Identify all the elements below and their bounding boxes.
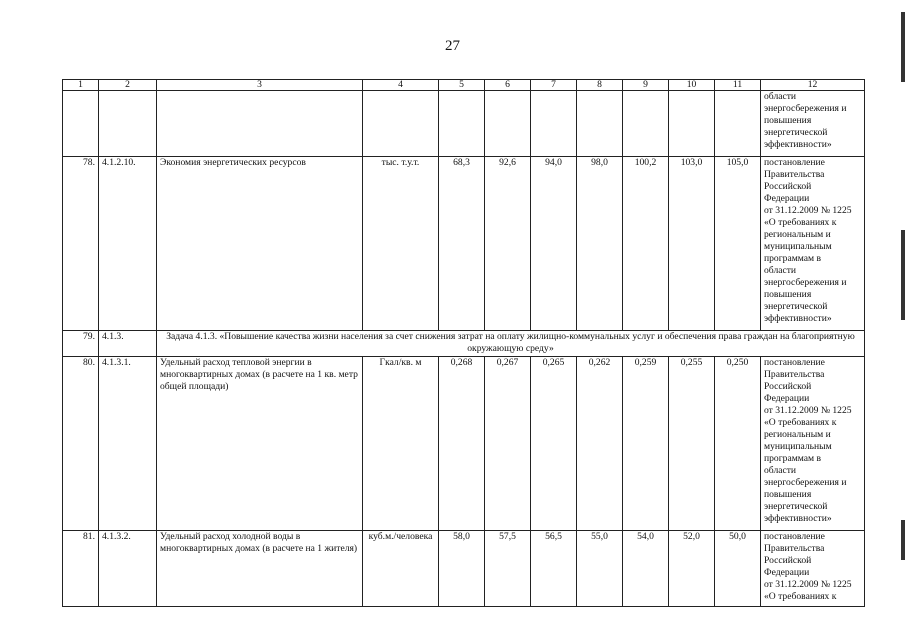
value-cell: 54,0: [623, 531, 669, 607]
row-number: 80.: [63, 357, 99, 531]
value-cell: 0,250: [715, 357, 761, 531]
indicators-table: [62, 79, 865, 607]
header-cell: 4: [363, 80, 439, 91]
value-cell: 56,5: [531, 531, 577, 607]
header-cell: 5: [439, 80, 485, 91]
value-cell: 100,2: [623, 157, 669, 331]
header-cell: 8: [577, 80, 623, 91]
value-cell: 52,0: [669, 531, 715, 607]
scan-edge-mark: [901, 520, 905, 560]
header-cell: 10: [669, 80, 715, 91]
page-number: 27: [445, 38, 460, 54]
value-cell: 103,0: [669, 157, 715, 331]
scan-edge-mark: [901, 12, 905, 82]
header-cell: 2: [99, 80, 157, 91]
indicator-code: 4.1.3.: [99, 331, 157, 357]
basis-cell: постановление Правительства Российской Федерации от 31.12.2009 № 1225 «О требованиях к региональным и муниципальным программам в области энергосбережения и повышения энергетической эффективности»: [761, 157, 865, 331]
value-cell: 68,3: [439, 157, 485, 331]
value-cell: 57,5: [485, 531, 531, 607]
table-row-80: [63, 357, 865, 531]
indicator-code: 4.1.3.1.: [99, 357, 157, 531]
header-cell: 11: [715, 80, 761, 91]
table-row-78: [63, 157, 865, 331]
header-row: [63, 80, 865, 91]
row-number: 78.: [63, 157, 99, 331]
header-cell: 6: [485, 80, 531, 91]
basis-cell: области энергосбережения и повышения энергетической эффективности»: [761, 91, 865, 157]
table-row-81: [63, 531, 865, 607]
basis-cell: постановление Правительства Российской Федерации от 31.12.2009 № 1225 «О требованиях к: [761, 531, 865, 607]
header-cell: 7: [531, 80, 577, 91]
value-cell: 0,267: [485, 357, 531, 531]
indicator-code: 4.1.3.2.: [99, 531, 157, 607]
value-cell: 0,259: [623, 357, 669, 531]
value-cell: 58,0: [439, 531, 485, 607]
table-row-79-task: [63, 331, 865, 357]
header-cell: 1: [63, 80, 99, 91]
unit-cell: куб.м./человека: [363, 531, 439, 607]
header-cell: 9: [623, 80, 669, 91]
value-cell: 105,0: [715, 157, 761, 331]
indicator-name: Удельный расход тепловой энергии в многоквартирных домах (в расчете на 1 кв. метр общей площади): [157, 357, 363, 531]
value-cell: 92,6: [485, 157, 531, 331]
value-cell: 0,262: [577, 357, 623, 531]
value-cell: 0,268: [439, 357, 485, 531]
indicator-name: Удельный расход холодной воды в многоквартирных домах (в расчете на 1 жителя): [157, 531, 363, 607]
task-heading: Задача 4.1.3. «Повышение качества жизни населения за счет снижения затрат на оплату жилищно-коммунальных услуг и обеспечения права граждан на благоприятную окружающую среду»: [157, 331, 865, 357]
value-cell: 0,265: [531, 357, 577, 531]
table-row-continuation: [63, 91, 865, 157]
row-number: 81.: [63, 531, 99, 607]
value-cell: 94,0: [531, 157, 577, 331]
header-cell: 12: [761, 80, 865, 91]
unit-cell: тыс. т.у.т.: [363, 157, 439, 331]
row-number: 79.: [63, 331, 99, 357]
value-cell: 98,0: [577, 157, 623, 331]
value-cell: 55,0: [577, 531, 623, 607]
indicator-name: Экономия энергетических ресурсов: [157, 157, 363, 331]
indicator-code: 4.1.2.10.: [99, 157, 157, 331]
value-cell: 0,255: [669, 357, 715, 531]
basis-cell: постановление Правительства Российской Федерации от 31.12.2009 № 1225 «О требованиях к региональным и муниципальным программам в области энергосбережения и повышения энергетической эффективности»: [761, 357, 865, 531]
header-cell: 3: [157, 80, 363, 91]
unit-cell: Гкал/кв. м: [363, 357, 439, 531]
scan-edge-mark: [901, 230, 905, 320]
value-cell: 50,0: [715, 531, 761, 607]
